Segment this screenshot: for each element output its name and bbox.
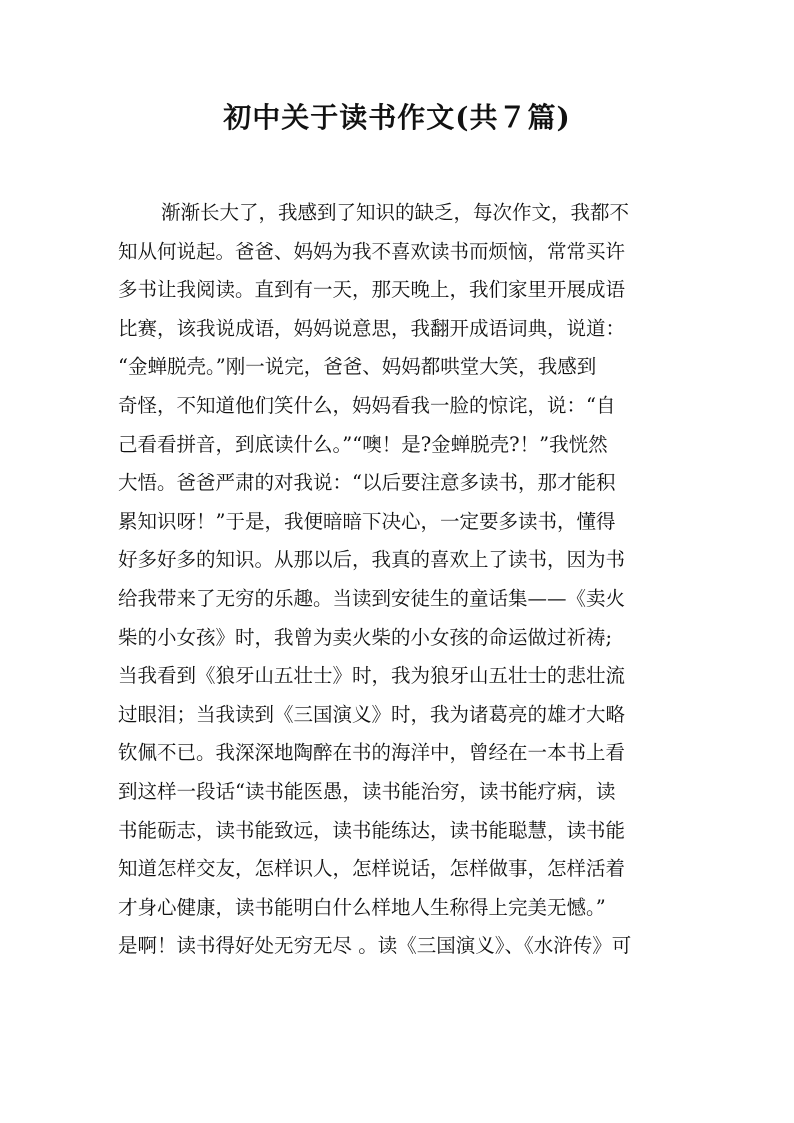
paragraph-line: 累知识呀！”于是，我便暗暗下决心，一定要多读书，懂得 [118, 509, 616, 533]
paragraph-line: 知从何说起。爸爸、妈妈为我不喜欢读书而烦恼，常常买许 [118, 239, 626, 263]
essay-body [118, 194, 688, 966]
paragraph-line: 钦佩不已。我深深地陶醉在书的海洋中，曾经在一本书上看 [118, 741, 626, 765]
paragraph-line: 柴的小女孩》时，我曾为卖火柴的小女孩的命运做过祈祷; [118, 625, 613, 649]
paragraph-line: 给我带来了无穷的乐趣。当读到安徒生的童话集——《卖火 [118, 586, 626, 610]
paragraph-line: 己看看拼音，到底读什么。”“噢！是?金蝉脱壳?！”我恍然 [118, 432, 608, 456]
paragraph-line: 奇怪，不知道他们笑什么，妈妈看我一脸的惊诧，说：“自 [118, 393, 616, 417]
paragraph-line: 书能砺志，读书能致远，读书能练达，读书能聪慧，读书能 [118, 818, 626, 842]
paragraph-line: 才身心健康，读书能明白什么样地人生称得上完美无憾。” [118, 895, 606, 919]
paragraph-line: 渐渐长大了，我感到了知识的缺乏，每次作文，我都不 [161, 201, 630, 224]
paragraph-line: 好多好多的知识。从那以后，我真的喜欢上了读书，因为书 [118, 548, 626, 572]
paragraph-line: 多书让我阅读。直到有一天，那天晚上，我们家里开展成语 [118, 278, 626, 302]
paragraph-line: 当我看到《狼牙山五壮士》时，我为狼牙山五壮士的悲壮流 [118, 664, 626, 688]
paragraph-line: 比赛，该我说成语，妈妈说意思，我翻开成语词典，说道： [118, 316, 626, 340]
paragraph-line: 到这样一段话“读书能医愚，读书能治穷，读书能疗病，读 [118, 779, 616, 803]
paragraph-line: 大悟。爸爸严肃的对我说：“以后要注意多读书，那才能积 [118, 471, 616, 495]
document-title: 初中关于读书作文(共７篇) [223, 101, 571, 134]
paragraph-line: “金蝉脱壳。”刚一说完，爸爸、妈妈都哄堂大笑，我感到 [118, 355, 597, 379]
paragraph-line: 是啊！读书得好处无穷无尽 。读《三国演义》、《水浒传》可 [118, 934, 632, 958]
paragraph-line: 知道怎样交友，怎样识人，怎样说话，怎样做事，怎样活着 [118, 857, 626, 881]
paragraph-line: 过眼泪；当我读到《三国演义》时，我为诸葛亮的雄才大略 [118, 702, 626, 726]
